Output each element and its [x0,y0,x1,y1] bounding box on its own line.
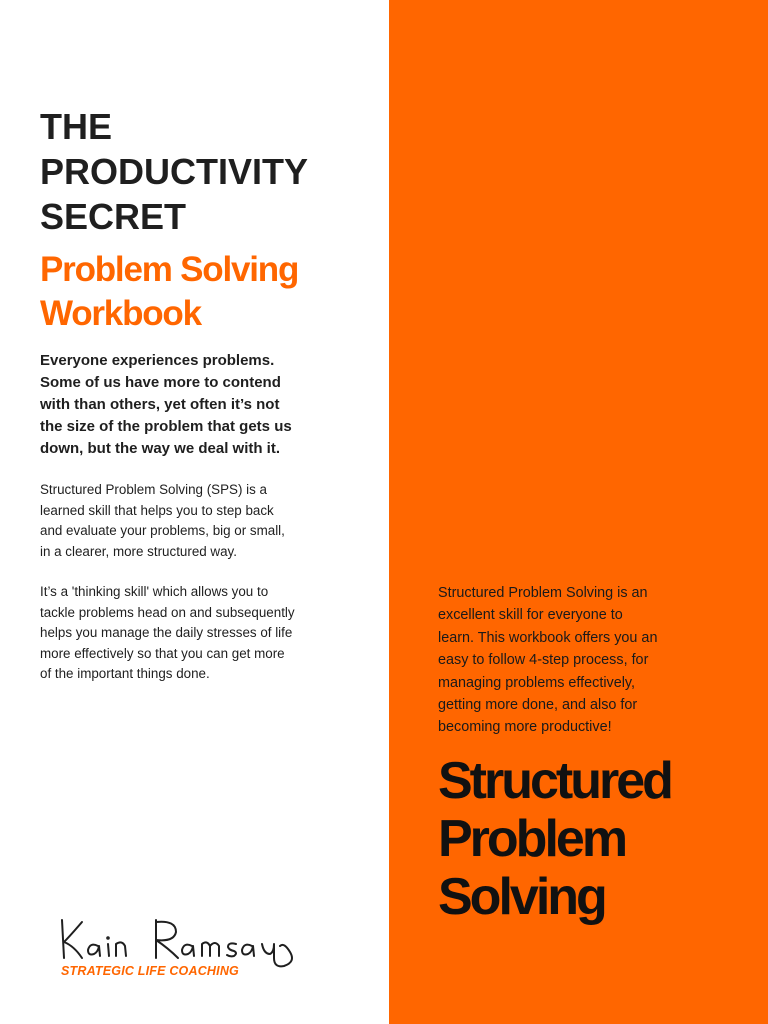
paragraph-line: learned skill that helps you to step back [40,502,274,518]
paragraph-line: excellent skill for everyone to [438,607,623,624]
paragraph-line: getting more done, and also for [438,697,638,714]
intro-line: Everyone experiences problems. [40,352,275,369]
main-title-line: THE [40,106,112,147]
big-title-line: Solving [438,868,605,926]
brand-logo [52,912,312,984]
thinking-skill-paragraph [40,582,360,685]
sps-definition-paragraph [40,480,360,562]
paragraph-line: tackle problems head on and subsequently [40,604,295,620]
big-title-line: Problem [438,810,626,868]
paragraph-line: Structured Problem Solving is an [438,585,648,601]
paragraph-line: and evaluate your problems, big or small, [40,523,285,538]
main-title-line: SECRET [40,196,187,237]
paragraph-line: Structured Problem Solving (SPS) is a [40,482,267,497]
workbook-summary-paragraph [438,582,738,739]
paragraph-line: more effectively so that you can get more [40,645,285,661]
structured-problem-solving-title [438,752,758,926]
paragraph-line: in a clearer, more structured way. [40,543,237,559]
paragraph-line: of the important things done. [40,666,210,681]
subtitle-line: Workbook [40,294,201,333]
logo-tagline: STRATEGIC LIFE COACHING [61,964,239,978]
intro-line: down, but the way we deal with it. [40,440,281,457]
big-title-line: Structured [438,752,671,810]
main-title-line: PRODUCTIVITY [40,151,309,192]
intro-line: the size of the problem that gets us [40,418,292,435]
signature-icon [52,912,312,968]
paragraph-line: It’s a 'thinking skill' which allows you to [40,584,269,599]
paragraph-line: managing problems effectively, [438,674,636,691]
paragraph-line: learn. This workbook offers you an [438,629,658,646]
paragraph-line: easy to follow 4-step process, for [438,652,649,669]
intro-line: with than others, yet often it’s not [40,396,280,413]
paragraph-line: becoming more productive! [438,719,612,736]
subtitle [40,248,370,336]
main-title [40,104,360,239]
intro-paragraph [40,350,340,460]
paragraph-line: helps you manage the daily stresses of life [40,625,293,640]
intro-line: Some of us have more to contend [40,374,281,391]
subtitle-line: Problem Solving [40,250,299,289]
